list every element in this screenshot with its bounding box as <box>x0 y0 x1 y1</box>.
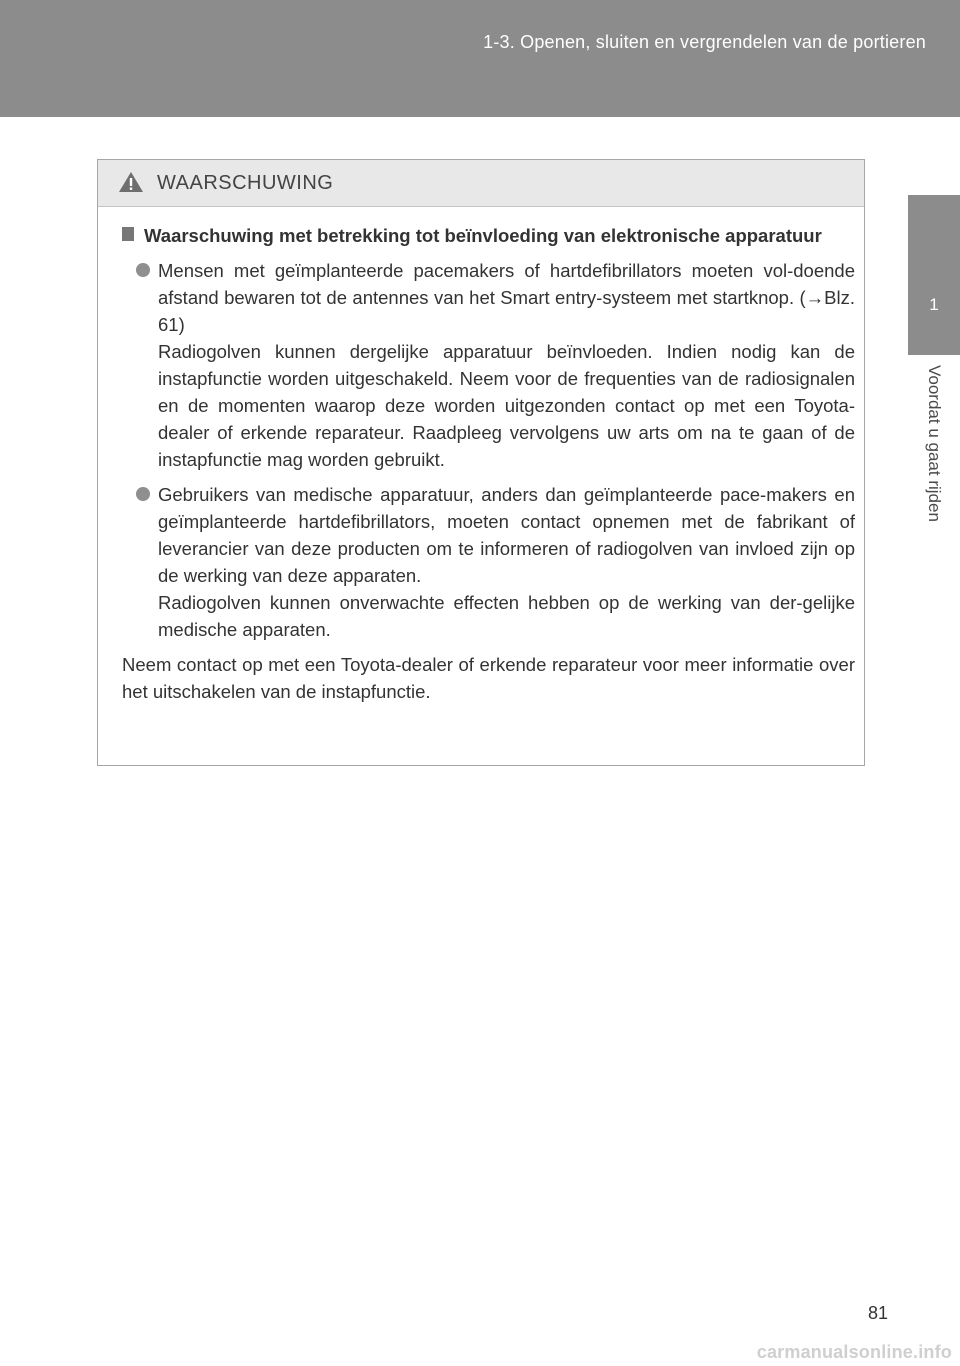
list-item-text: Radiogolven kunnen dergelijke apparatuur beïnvloeden. Indien nodig kan de instapfunctie worden uitgeschakeld. Neem voor de frequenties van de radiosignalen en de momenten waarop deze worden uitgezonden contact op met een Toyota-dealer of erkende reparateur. Raadpleeg vervolgens uw arts om na te gaan of de instapfunctie mag worden gebruikt. <box>158 341 855 470</box>
list-item <box>136 481 855 643</box>
list-item-text: Radiogolven kunnen onverwachte effecten hebben op de werking van der-gelijke medische apparaten. <box>158 592 855 640</box>
warning-triangle-icon <box>118 171 144 193</box>
warning-box <box>97 159 865 766</box>
closing-paragraph: Neem contact op met een Toyota-dealer of erkende reparateur voor meer informatie over het uitschakelen van de instapfunctie. <box>122 654 855 702</box>
square-bullet-icon <box>122 227 134 241</box>
warning-body <box>122 222 855 705</box>
list-item-text: Mensen met geïmplanteerde pacemakers of hartdefibrillators moeten vol-doende afstand bewaren tot de antennes van het Smart entry-systeem met startknop. (→Blz. 61) <box>158 260 855 335</box>
list-item <box>136 257 855 473</box>
watermark: carmanualsonline.info <box>756 1342 952 1362</box>
warning-header <box>98 160 864 207</box>
circle-bullet-icon <box>136 263 150 277</box>
page-header <box>0 0 960 117</box>
chapter-tab <box>908 195 960 355</box>
chapter-label: Voordat u gaat rijden <box>925 365 944 522</box>
page-number: 81 <box>867 1303 888 1323</box>
warning-title: WAARSCHUWING <box>157 172 334 194</box>
warning-section-heading <box>122 222 855 249</box>
chapter-number: 1 <box>929 295 939 314</box>
heading-text: Waarschuwing met betrekking tot beïnvloeding van elektronische apparatuur <box>144 225 822 246</box>
section-title: 1-3. Openen, sluiten en vergrendelen van de portieren <box>483 32 926 52</box>
list-item-text: Gebruikers van medische apparatuur, anders dan geïmplanteerde pace-makers en geïmplanteerde hartdefibrillators, moeten contact opnemen met de fabrikant of leverancier van deze producten om te informeren of radiogolven van invloed zijn op de werking van deze apparaten. <box>158 484 855 586</box>
circle-bullet-icon <box>136 487 150 501</box>
chapter-label-area <box>908 355 960 595</box>
